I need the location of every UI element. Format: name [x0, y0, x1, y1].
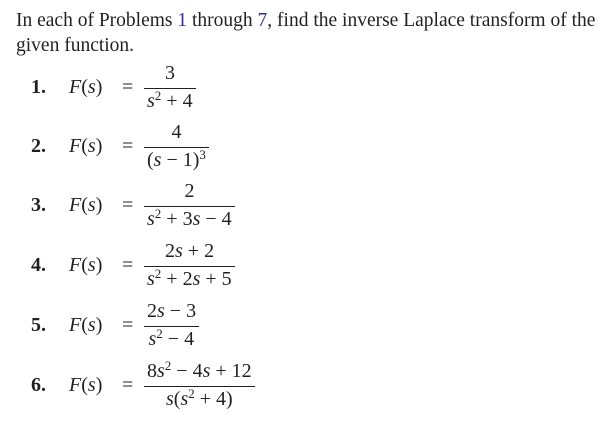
problem-number: 2. — [31, 135, 46, 157]
function-name: F(s) — [69, 254, 103, 276]
problem-instructions — [16, 8, 601, 58]
function-argument: s — [87, 374, 96, 396]
equals-sign: = — [122, 135, 134, 157]
problem-link-start[interactable]: 1 — [177, 10, 188, 31]
equals-sign: = — [122, 254, 134, 276]
fraction-numerator: $8s^2 - 4s + 12$ — [147, 357, 252, 382]
function-argument: s — [87, 254, 96, 276]
function-name: F(s) — [69, 314, 103, 336]
problem-number: 3. — [31, 194, 46, 216]
intro-middle: through — [187, 10, 258, 31]
function-variable: F — [69, 76, 82, 98]
function-name: F(s) — [69, 194, 103, 216]
function-argument: s — [87, 314, 96, 336]
fraction-numerator: 2s − 3 — [147, 300, 197, 322]
fraction-denominator: $s(s^2 + 4)$ — [166, 385, 233, 410]
fraction-numerator: 2s + 2 — [165, 240, 215, 262]
fraction-numerator: 2 — [184, 180, 195, 202]
function-name: F(s) — [69, 135, 103, 157]
fraction-denominator: $s^2 - 4$ — [148, 325, 195, 350]
fraction-bar — [144, 88, 196, 89]
function-name: F(s) — [69, 374, 103, 396]
equals-sign: = — [122, 314, 134, 336]
equals-sign: = — [122, 76, 134, 98]
intro-suffix: , find the inverse Laplace transform of the given function. — [16, 10, 596, 56]
problem-number: 1. — [31, 76, 46, 98]
fraction-numerator: 4 — [171, 121, 182, 143]
equals-sign: = — [122, 194, 134, 216]
fraction-numerator: 3 — [165, 62, 175, 84]
fraction-denominator: $(s - 1)^3$ — [147, 146, 206, 171]
problem-number: 6. — [31, 374, 46, 396]
function-variable: F — [69, 314, 82, 336]
fraction-denominator: $s^2 + 2s + 5$ — [147, 265, 232, 290]
fraction-denominator: $s^2 + 4$ — [147, 87, 193, 112]
fraction-bar — [144, 326, 199, 327]
function-variable: F — [69, 374, 82, 396]
function-variable: F — [69, 194, 82, 216]
problem-link-end[interactable]: 7 — [257, 10, 268, 31]
problem-number: 4. — [31, 254, 46, 276]
fraction-bar — [144, 386, 255, 387]
function-argument: s — [87, 135, 96, 157]
function-argument: s — [87, 76, 96, 98]
intro-prefix: In each of Problems — [16, 10, 178, 31]
problem-number: 5. — [31, 314, 46, 336]
function-variable: F — [69, 135, 82, 157]
function-name: F(s) — [69, 76, 103, 98]
fraction-denominator: $s^2 + 3s - 4$ — [147, 205, 232, 230]
function-argument: s — [87, 194, 96, 216]
equals-sign: = — [122, 374, 134, 396]
function-variable: F — [69, 254, 82, 276]
